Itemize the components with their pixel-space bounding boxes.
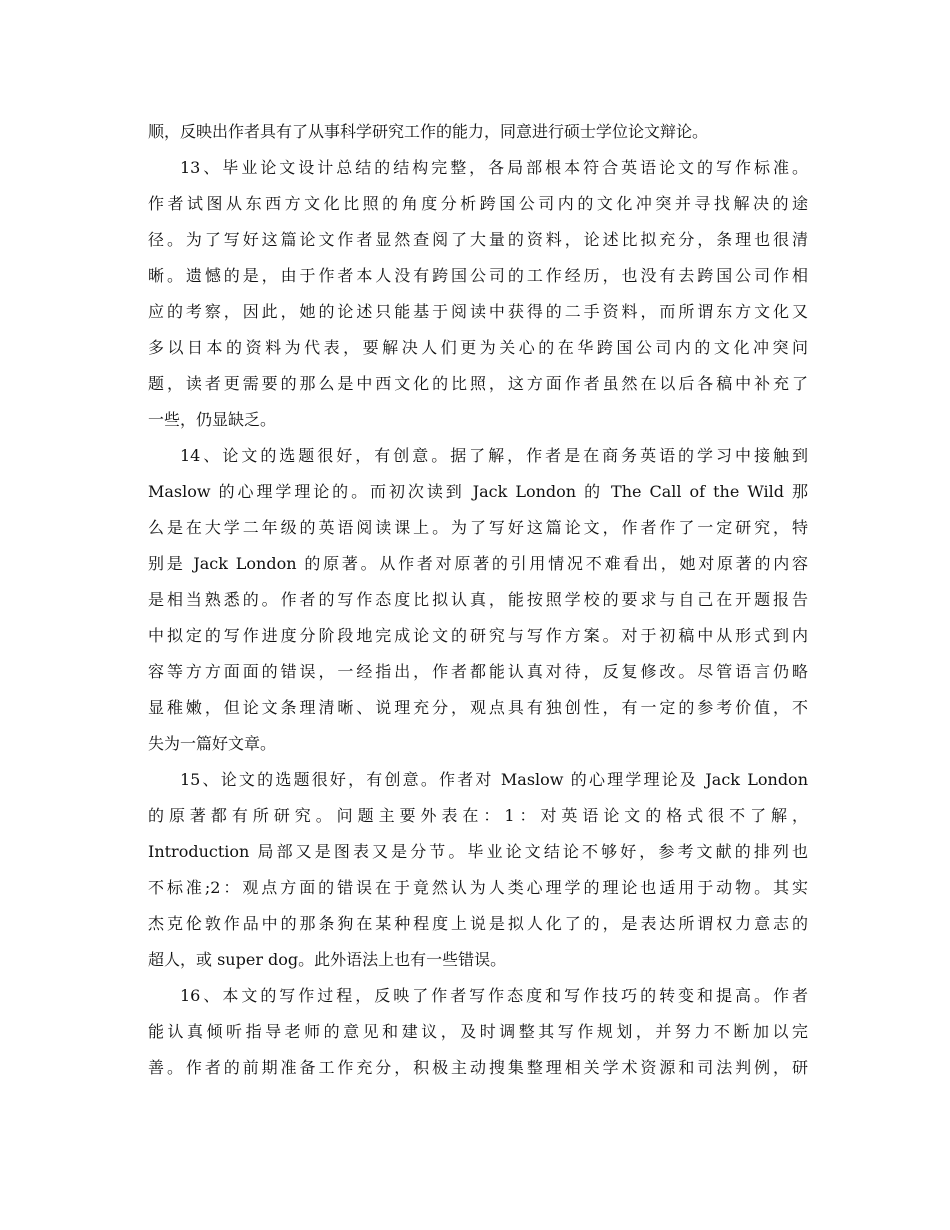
- text-line: 不标准;2：观点方面的错误在于竟然认为人类心理学的理论也适用于动物。其实: [148, 878, 808, 897]
- text-line: 容等方方面面的错误，一经指出，作者都能认真对待，反复修改。尽管语言仍略: [148, 662, 808, 681]
- text-line: Introduction 局部又是图表又是分节。毕业论文结论不够好，参考文献的排列也: [148, 842, 808, 861]
- text-line: 能认真倾听指导老师的意见和建议，及时调整其写作规划，并努力不断加以完: [148, 1022, 808, 1041]
- text-line: 题，读者更需要的那么是中西文化的比照，这方面作者虽然在以后各稿中补充了: [148, 374, 808, 393]
- text-line: 15、论文的选题很好，有创意。作者对 Maslow 的心理学理论及 Jack London: [180, 770, 808, 789]
- text-line: 应的考察，因此，她的论述只能基于阅读中获得的二手资料，而所谓东方文化又: [148, 302, 808, 321]
- text-line: 超人，或 super dog。此外语法上也有一些错误。: [148, 950, 507, 969]
- text-line: 13、毕业论文设计总结的结构完整，各局部根本符合英语论文的写作标准。: [180, 158, 808, 177]
- paragraph-p15: [148, 762, 808, 978]
- text-line: 顺，反映出作者具有了从事科学研究工作的能力，同意进行硕士学位论文辩论。: [148, 122, 709, 141]
- text-line: Maslow 的心理学理论的。而初次读到 Jack London 的 The Call of the Wild 那: [148, 482, 808, 501]
- text-line: 晰。遗憾的是，由于作者本人没有跨国公司的工作经历，也没有去跨国公司作相: [148, 266, 808, 285]
- document-page: [148, 114, 808, 1086]
- text-line: 多以日本的资料为代表，要解决人们更为关心的在华跨国公司内的文化冲突问: [148, 338, 808, 357]
- text-line: 一些，仍显缺乏。: [148, 410, 277, 429]
- text-line: 中拟定的写作进度分阶段地完成论文的研究与写作方案。对于初稿中从形式到内: [148, 626, 808, 645]
- text-line: 显稚嫩，但论文条理清晰、说理充分，观点具有独创性，有一定的参考价值，不: [148, 698, 808, 717]
- paragraph-p12-tail: [148, 114, 808, 150]
- paragraph-p14: [148, 438, 808, 762]
- text-line: 善。作者的前期准备工作充分，积极主动搜集整理相关学术资源和司法判例，研: [148, 1058, 808, 1077]
- text-line: 么是在大学二年级的英语阅读课上。为了写好这篇论文，作者作了一定研究，特: [148, 518, 808, 537]
- text-line: 的原著都有所研究。问题主要外表在：1：对英语论文的格式很不了解，: [148, 806, 808, 825]
- text-line: 作者试图从东西方文化比照的角度分析跨国公司内的文化冲突并寻找解决的途: [148, 194, 808, 213]
- text-line: 是相当熟悉的。作者的写作态度比拟认真，能按照学校的要求与自己在开题报告: [148, 590, 808, 609]
- text-line: 失为一篇好文章。: [148, 734, 277, 753]
- text-line: 16、本文的写作过程，反映了作者写作态度和写作技巧的转变和提高。作者: [180, 986, 808, 1005]
- paragraph-p13: [148, 150, 808, 438]
- text-line: 径。为了写好这篇论文作者显然查阅了大量的资料，论述比拟充分，条理也很清: [148, 230, 808, 249]
- text-line: 别是 Jack London 的原著。从作者对原著的引用情况不难看出，她对原著的内容: [148, 554, 808, 573]
- text-line: 杰克伦敦作品中的那条狗在某种程度上说是拟人化了的，是表达所谓权力意志的: [148, 914, 808, 933]
- paragraph-p16: [148, 978, 808, 1086]
- text-line: 14、论文的选题很好，有创意。据了解，作者是在商务英语的学习中接触到: [180, 446, 808, 465]
